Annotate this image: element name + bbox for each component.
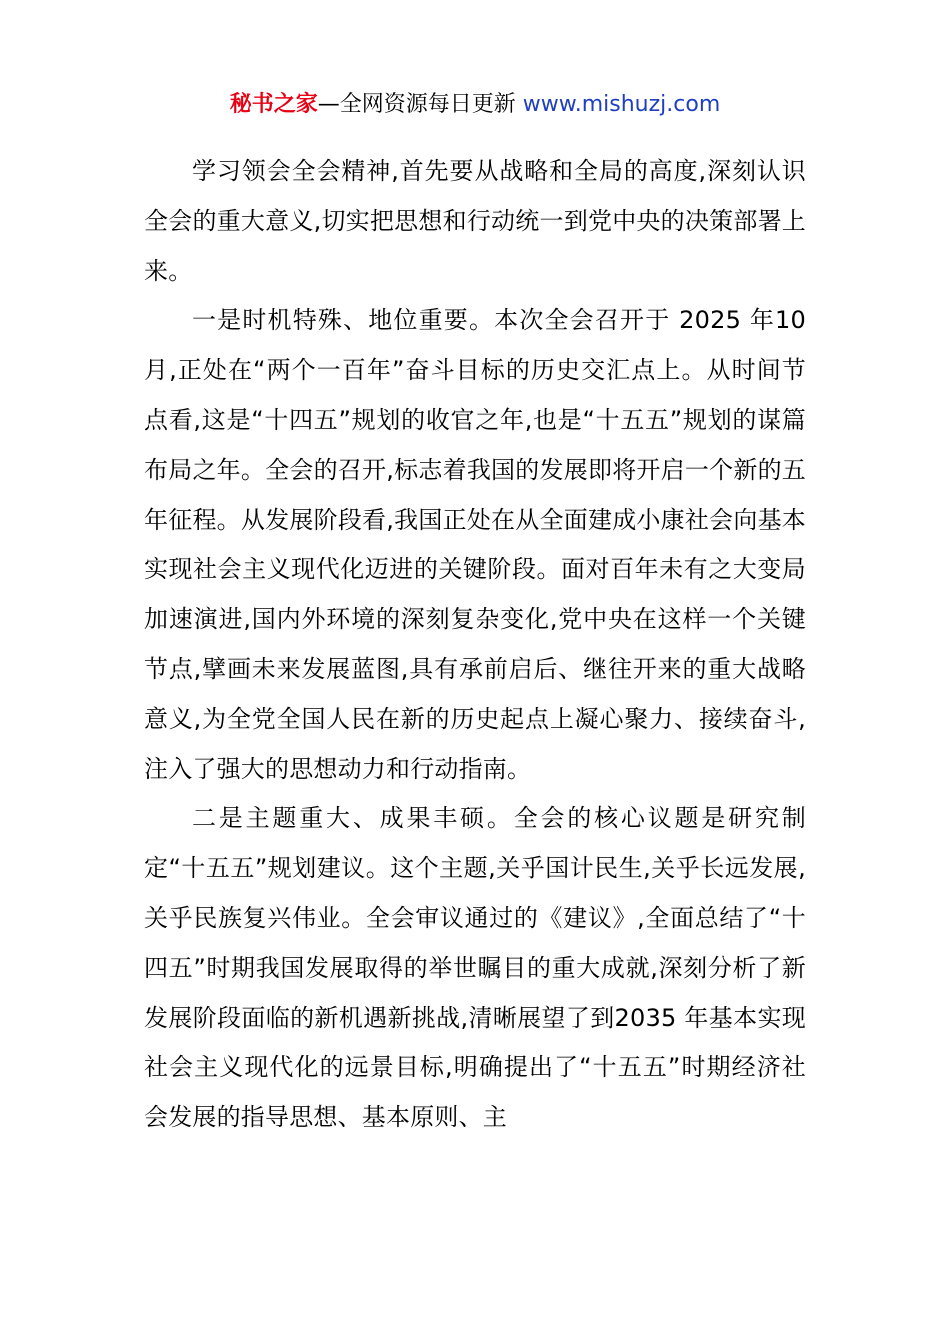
page-header <box>0 88 950 122</box>
document-body <box>144 147 806 1143</box>
brand-name: 秘书之家 <box>229 92 318 117</box>
paragraph-point-two: 二是主题重大、成果丰硕。全会的核心议题是研究制定“十五五”规划建议。这个主题,关乎国计民生,关乎长远发展,关乎民族复兴伟业。全会审议通过的《建议》,全面总结了“十四五”时期我国发展取得的举世瞩目的重大成就,深刻分析了新发展阶段面临的新机遇新挑战,清晰展望了到2035 年基本实现社会主义现代化的远景目标,明确提出了“十五五”时期经济社会发展的指导思想、基本原则、主 <box>144 804 806 1132</box>
website-link[interactable]: www.mishuzj.com <box>522 92 721 117</box>
paragraph-intro: 学习领会全会精神,首先要从战略和全局的高度,深刻认识全会的重大意义,切实把思想和行动统一到党中央的决策部署上来。 <box>144 157 806 285</box>
header-tagline: —全网资源每日更新 <box>317 92 516 117</box>
paragraph-point-one: 一是时机特殊、地位重要。本次全会召开于 2025 年10 月,正处在“两个一百年”奋斗目标的历史交汇点上。从时间节点看,这是“十四五”规划的收官之年,也是“十五五”规划的谋篇布局之年。全会的召开,标志着我国的发展即将开启一个新的五年征程。从发展阶段看,我国正处在从全面建成小康社会向基本实现社会主义现代化迈进的关键阶段。面对百年未有之大变局加速演进,国内外环境的深刻复杂变化,党中央在这样一个关键节点,擘画未来发展蓝图,具有承前启后、继往开来的重大战略意义,为全党全国人民在新的历史起点上凝心聚力、接续奋斗,注入了强大的思想动力和行动指南。 <box>144 306 806 783</box>
